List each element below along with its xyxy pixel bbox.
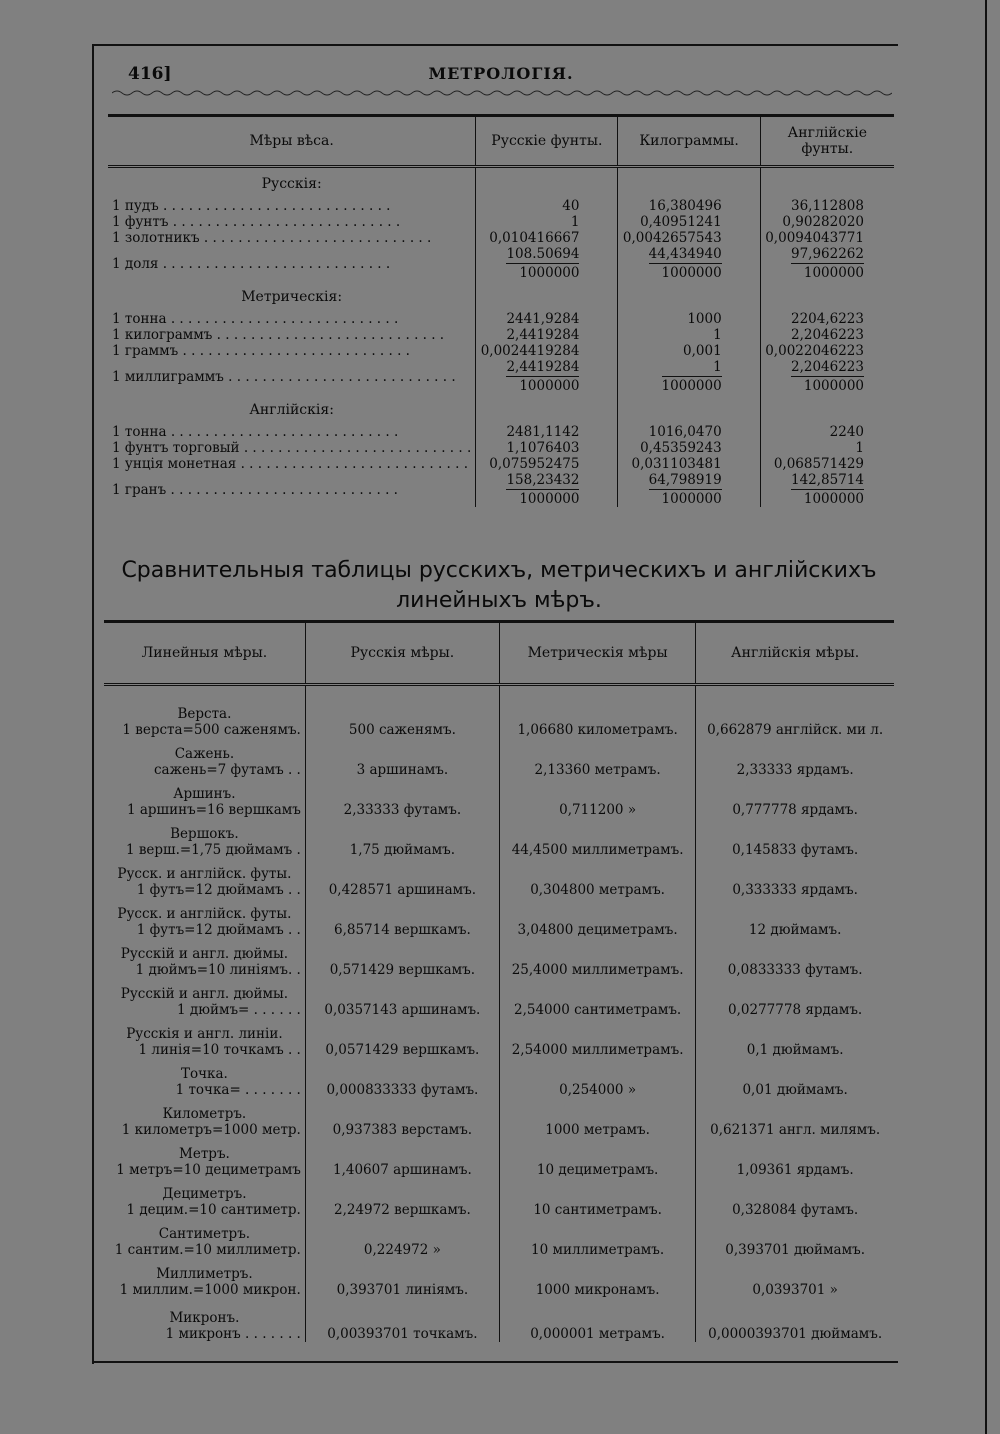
fraction-numerator: 1 bbox=[713, 359, 722, 375]
fraction-numerator: 44,434940 bbox=[648, 246, 722, 262]
weights-value: 2481,1142 bbox=[506, 424, 580, 440]
weights-row-name: 1 миллиграммъ . . . . . . . . . . . . . . . . . . . . . . . . . . . bbox=[112, 368, 456, 385]
linear-value-cell: 10 дециметрамъ. bbox=[499, 1138, 695, 1178]
weights-value: 1,1076403 bbox=[506, 440, 580, 456]
linear-unit-definition: 1 метръ=10 дециметрамъ bbox=[116, 1162, 301, 1178]
weights-row-name: 1 унція монетная . . . . . . . . . . . . . . . . . . . . . . . . . . . bbox=[112, 456, 469, 472]
linear-value-cell: 0,571429 вершкамъ. bbox=[305, 938, 499, 978]
weights-value-cell bbox=[618, 343, 760, 359]
linear-unit-definition: 1 децим.=10 сантиметр. bbox=[126, 1202, 301, 1218]
linear-unit-title: Русскія и англ. линіи. bbox=[126, 1026, 283, 1042]
fraction-numerator: 108.50694 bbox=[506, 246, 580, 262]
fraction bbox=[791, 359, 864, 394]
weights-empty-cell bbox=[760, 281, 894, 311]
linear-row-name bbox=[104, 778, 305, 818]
fraction-denominator: 1000000 bbox=[791, 376, 864, 394]
weights-value: 40 bbox=[562, 198, 580, 214]
page-number: 416] bbox=[128, 64, 172, 84]
linear-value-cell: 6,85714 вершкамъ. bbox=[305, 898, 499, 938]
linear-value-cell: 0,304800 метрамъ. bbox=[499, 858, 695, 898]
weights-row-name: 1 тонна . . . . . . . . . . . . . . . . . . . . . . . . . . . bbox=[112, 424, 399, 440]
weights-value: 36,112808 bbox=[790, 198, 864, 214]
linear-unit-title: Микронъ. bbox=[169, 1310, 240, 1326]
linear-header-row bbox=[104, 622, 894, 685]
linear-value-cell: 0,0277778 ярдамъ. bbox=[696, 978, 894, 1018]
fraction bbox=[506, 359, 579, 394]
weights-value-cell bbox=[618, 440, 760, 456]
linear-value-cell: 0,0571429 вершкамъ. bbox=[305, 1018, 499, 1058]
page-frame-top bbox=[92, 44, 898, 46]
weights-value: 0,010416667 bbox=[489, 230, 580, 246]
linear-unit-title: Сажень. bbox=[174, 746, 235, 762]
weights-value-cell bbox=[760, 440, 894, 456]
weights-value: 2441,9284 bbox=[506, 311, 580, 327]
linear-row-name bbox=[104, 1098, 305, 1138]
linear-row bbox=[104, 978, 894, 1018]
weights-empty-cell bbox=[760, 167, 894, 199]
weights-value: 2240 bbox=[829, 424, 864, 440]
weights-header-cell: Мѣры вѣса. bbox=[108, 116, 476, 167]
weights-value-cell bbox=[760, 246, 894, 281]
linear-row bbox=[104, 738, 894, 778]
weights-row-label: 1 килограммъ bbox=[112, 327, 213, 343]
linear-value-cell: 1,40607 аршинамъ. bbox=[305, 1138, 499, 1178]
linear-value-cell: 1,75 дюймамъ. bbox=[305, 818, 499, 858]
weights-row-label: 1 фунтъ bbox=[112, 214, 169, 230]
weights-row bbox=[108, 198, 894, 214]
linear-row bbox=[104, 1298, 894, 1342]
linear-value-cell: 0,224972 » bbox=[305, 1218, 499, 1258]
linear-unit-definition: 1 футъ=12 дюймамъ . . bbox=[136, 922, 301, 938]
weights-value: 1000 bbox=[687, 311, 722, 327]
linear-row-name bbox=[104, 1298, 305, 1342]
fraction bbox=[506, 246, 579, 281]
linear-unit-title: Русск. и англійск. футы. bbox=[117, 866, 292, 882]
linear-row bbox=[104, 1058, 894, 1098]
linear-value-cell: 10 сантиметрамъ. bbox=[499, 1178, 695, 1218]
weights-value: 2204,6223 bbox=[790, 311, 864, 327]
page-edge-right bbox=[985, 0, 987, 1434]
weights-section-title: Русскія: bbox=[261, 176, 322, 192]
weights-value-cell bbox=[476, 343, 618, 359]
weights-value-cell bbox=[476, 214, 618, 230]
weights-row-label: 1 гранъ bbox=[112, 481, 167, 498]
weights-empty-cell bbox=[476, 394, 618, 424]
weights-value-cell bbox=[760, 327, 894, 343]
weights-row bbox=[108, 424, 894, 440]
linear-row bbox=[104, 685, 894, 739]
linear-value-cell: 0,333333 ярдамъ. bbox=[696, 858, 894, 898]
weights-value: 0,0042657543 bbox=[622, 230, 722, 246]
weights-value-cell bbox=[760, 359, 894, 394]
weights-row-label: 1 тонна bbox=[112, 311, 167, 327]
linear-value-cell: 0,01 дюймамъ. bbox=[696, 1058, 894, 1098]
linear-header-cell: Англійскія мѣры. bbox=[696, 622, 894, 685]
linear-value-cell: 0,328084 футамъ. bbox=[696, 1178, 894, 1218]
weights-value-cell bbox=[760, 311, 894, 327]
linear-unit-definition: 1 дюймъ=10 линіямъ. . bbox=[135, 962, 301, 978]
weights-empty-cell bbox=[618, 167, 760, 199]
linear-value-cell: 3,04800 дециметрамъ. bbox=[499, 898, 695, 938]
linear-value-cell: 0,254000 » bbox=[499, 1058, 695, 1098]
linear-value-cell: 2,33333 ярдамъ. bbox=[696, 738, 894, 778]
linear-unit-title: Верста. bbox=[177, 706, 232, 722]
weights-value: 1 bbox=[713, 327, 722, 343]
weights-row-name: 1 тонна . . . . . . . . . . . . . . . . . . . . . . . . . . . bbox=[112, 311, 399, 327]
weights-section-title: Метрическія: bbox=[241, 289, 343, 305]
weights-value-cell bbox=[476, 246, 618, 281]
linear-value-cell: 0,000833333 футамъ. bbox=[305, 1058, 499, 1098]
weights-value-cell bbox=[476, 198, 618, 214]
linear-value-cell: 44,4500 миллиметрамъ. bbox=[499, 818, 695, 858]
linear-unit-title: Точка. bbox=[181, 1066, 228, 1082]
linear-header-cell: Метрическія мѣры bbox=[499, 622, 695, 685]
weights-value: 0,001 bbox=[683, 343, 722, 359]
linear-unit-definition: 1 дюймъ= . . . . . . bbox=[177, 1002, 301, 1018]
linear-value-cell: 0,0000393701 дюймамъ. bbox=[696, 1298, 894, 1342]
weights-row bbox=[108, 246, 894, 281]
linear-value-cell: 3 аршинамъ. bbox=[305, 738, 499, 778]
linear-unit-title: Вершокъ. bbox=[170, 826, 239, 842]
linear-row-name bbox=[104, 818, 305, 858]
linear-unit-definition: 1 микронъ . . . . . . . bbox=[165, 1326, 301, 1342]
fraction-numerator: 142,85714 bbox=[790, 472, 864, 488]
weights-row-label: 1 фунтъ торговый bbox=[112, 440, 240, 456]
linear-value-cell: 500 саженямъ. bbox=[305, 685, 499, 739]
weights-value-cell bbox=[476, 311, 618, 327]
weights-row-label: 1 граммъ bbox=[112, 343, 179, 359]
linear-row-name bbox=[104, 685, 305, 739]
weights-table bbox=[108, 114, 894, 507]
linear-unit-title: Дециметръ. bbox=[162, 1186, 247, 1202]
linear-value-cell: 1000 микронамъ. bbox=[499, 1258, 695, 1298]
linear-row-name bbox=[104, 898, 305, 938]
weights-value: 0,45359243 bbox=[640, 440, 722, 456]
fraction-denominator: 1000000 bbox=[661, 378, 722, 394]
linear-unit-title: Километръ. bbox=[162, 1106, 247, 1122]
weights-value: 1 bbox=[570, 214, 580, 230]
weights-value: 1016,0470 bbox=[648, 424, 722, 440]
fraction-numerator: 158,23432 bbox=[506, 472, 580, 488]
weights-row-name: 1 пудъ . . . . . . . . . . . . . . . . . . . . . . . . . . . bbox=[112, 198, 391, 214]
fraction-denominator: 1000000 bbox=[506, 263, 579, 281]
weights-value-cell bbox=[760, 198, 894, 214]
linear-row bbox=[104, 1258, 894, 1298]
fraction bbox=[662, 359, 722, 394]
weights-value-cell bbox=[760, 214, 894, 230]
fraction-denominator: 1000000 bbox=[506, 489, 579, 507]
linear-value-cell: 0,0357143 аршинамъ. bbox=[305, 978, 499, 1018]
linear-value-cell: 0,393701 дюймамъ. bbox=[696, 1218, 894, 1258]
linear-unit-definition: сажень=7 футамъ . . bbox=[154, 762, 301, 778]
weights-empty-cell bbox=[476, 281, 618, 311]
linear-unit-definition: 1 верш.=1,75 дюймамъ . bbox=[125, 842, 301, 858]
linear-unit-definition: 1 аршинъ=16 вершкамъ bbox=[126, 802, 301, 818]
fraction bbox=[791, 246, 864, 281]
weights-row-label: 1 доля bbox=[112, 255, 159, 272]
linear-header-cell: Русскія мѣры. bbox=[305, 622, 499, 685]
linear-value-cell: 25,4000 миллиметрамъ. bbox=[499, 938, 695, 978]
weights-row-name: 1 золотникъ . . . . . . . . . . . . . . . . . . . . . . . . . . . bbox=[112, 230, 432, 246]
linear-unit-title: Аршинъ. bbox=[173, 786, 236, 802]
weights-empty-cell bbox=[618, 281, 760, 311]
linear-value-cell: 12 дюймамъ. bbox=[696, 898, 894, 938]
linear-value-cell: 0,711200 » bbox=[499, 778, 695, 818]
linear-row-name bbox=[104, 1258, 305, 1298]
weights-row-label: 1 золотникъ bbox=[112, 230, 200, 246]
linear-value-cell: 0,145833 футамъ. bbox=[696, 818, 894, 858]
weights-value-cell bbox=[476, 359, 618, 394]
weights-value-cell bbox=[476, 230, 618, 246]
linear-unit-definition: 1 линія=10 точкамъ . . bbox=[138, 1042, 301, 1058]
weights-row-label: 1 унція монетная bbox=[112, 456, 237, 472]
weights-row-name: 1 фунтъ . . . . . . . . . . . . . . . . . . . . . . . . . . . bbox=[112, 214, 401, 230]
linear-header-cell: Линейныя мѣры. bbox=[104, 622, 305, 685]
weights-empty-cell bbox=[476, 167, 618, 199]
linear-row bbox=[104, 818, 894, 858]
fraction-denominator: 1000000 bbox=[649, 489, 722, 507]
linear-unit-title: Миллиметръ. bbox=[156, 1266, 253, 1282]
linear-unit-title: Русскій и англ. дюймы. bbox=[120, 986, 289, 1002]
fraction bbox=[506, 472, 579, 507]
linear-value-cell: 1000 метрамъ. bbox=[499, 1098, 695, 1138]
weights-value-cell bbox=[476, 424, 618, 440]
fraction bbox=[649, 472, 722, 507]
linear-unit-title: Русск. и англійск. футы. bbox=[117, 906, 292, 922]
linear-row-name bbox=[104, 1018, 305, 1058]
weights-value: 0,90282020 bbox=[782, 214, 864, 230]
weights-value-cell bbox=[618, 424, 760, 440]
linear-value-cell: 2,24972 вершкамъ. bbox=[305, 1178, 499, 1218]
linear-value-cell: 1,06680 километрамъ. bbox=[499, 685, 695, 739]
weights-header-cell: Килограммы. bbox=[618, 116, 760, 167]
page-frame-left bbox=[92, 44, 94, 1364]
page-header bbox=[108, 64, 894, 88]
linear-value-cell: 0,428571 аршинамъ. bbox=[305, 858, 499, 898]
weights-value: 0,068571429 bbox=[773, 456, 864, 472]
weights-value: 1 bbox=[855, 440, 864, 456]
linear-row bbox=[104, 1218, 894, 1258]
weights-value-cell bbox=[476, 327, 618, 343]
weights-value: 0,031103481 bbox=[631, 456, 722, 472]
fraction-numerator: 64,798919 bbox=[648, 472, 722, 488]
weights-value: 2,4419284 bbox=[506, 327, 580, 343]
linear-value-cell: 2,54000 миллиметрамъ. bbox=[499, 1018, 695, 1058]
linear-value-cell: 0,00393701 точкамъ. bbox=[305, 1298, 499, 1342]
weights-value: 0,0094043771 bbox=[765, 230, 864, 246]
weights-value-cell bbox=[618, 456, 760, 472]
weights-row-label: 1 миллиграммъ bbox=[112, 368, 224, 385]
weights-value-cell bbox=[476, 440, 618, 456]
linear-value-cell: 0,0833333 футамъ. bbox=[696, 938, 894, 978]
weights-row bbox=[108, 327, 894, 343]
linear-row-name bbox=[104, 738, 305, 778]
fraction-denominator: 1000000 bbox=[791, 489, 864, 507]
linear-unit-definition: 1 верста=500 саженямъ. bbox=[122, 722, 301, 738]
fraction bbox=[791, 472, 864, 507]
weights-value-cell bbox=[760, 230, 894, 246]
linear-unit-definition: 1 футъ=12 дюймамъ . . bbox=[136, 882, 301, 898]
linear-row bbox=[104, 1138, 894, 1178]
weights-header-row bbox=[108, 116, 894, 167]
fraction-denominator: 1000000 bbox=[506, 376, 579, 394]
running-title: МЕТРОЛОГІЯ. bbox=[428, 64, 574, 83]
linear-value-cell: 0,393701 линіямъ. bbox=[305, 1258, 499, 1298]
weights-row-label: 1 тонна bbox=[112, 424, 167, 440]
weights-row-name: 1 доля . . . . . . . . . . . . . . . . . . . . . . . . . . . bbox=[112, 255, 391, 272]
linear-row bbox=[104, 1098, 894, 1138]
linear-unit-title: Сантиметръ. bbox=[158, 1226, 251, 1242]
linear-row-name bbox=[104, 1058, 305, 1098]
fraction-numerator: 97,962262 bbox=[790, 246, 864, 262]
weights-value: 0,075952475 bbox=[489, 456, 580, 472]
linear-value-cell: 2,13360 метрамъ. bbox=[499, 738, 695, 778]
weights-row bbox=[108, 214, 894, 230]
weights-value-cell bbox=[760, 456, 894, 472]
weights-section-row bbox=[108, 394, 894, 424]
linear-value-cell: 0,0393701 » bbox=[696, 1258, 894, 1298]
linear-value-cell: 0,621371 англ. милямъ. bbox=[696, 1098, 894, 1138]
weights-row bbox=[108, 343, 894, 359]
weights-value-cell bbox=[476, 472, 618, 507]
linear-row bbox=[104, 1178, 894, 1218]
weights-value-cell bbox=[476, 456, 618, 472]
fraction-numerator: 2,2046223 bbox=[790, 359, 864, 375]
weights-row-label: 1 пудъ bbox=[112, 198, 159, 214]
linear-unit-definition: 1 точка= . . . . . . . bbox=[175, 1082, 301, 1098]
weights-value-cell bbox=[618, 472, 760, 507]
linear-value-cell: 0,777778 ярдамъ. bbox=[696, 778, 894, 818]
weights-header-cell: Русскіе фунты. bbox=[476, 116, 618, 167]
fraction-denominator: 1000000 bbox=[791, 263, 864, 281]
weights-value: 0,40951241 bbox=[640, 214, 722, 230]
linear-unit-definition: 1 сантим.=10 миллиметр. bbox=[114, 1242, 301, 1258]
weights-section-row bbox=[108, 167, 894, 199]
weights-value-cell bbox=[760, 424, 894, 440]
weights-value-cell bbox=[618, 214, 760, 230]
linear-row-name bbox=[104, 1218, 305, 1258]
linear-value-cell: 10 миллиметрамъ. bbox=[499, 1218, 695, 1258]
weights-row bbox=[108, 230, 894, 246]
weights-value-cell bbox=[618, 246, 760, 281]
linear-row-name bbox=[104, 1138, 305, 1178]
linear-row bbox=[104, 858, 894, 898]
linear-value-cell: 1,09361 ярдамъ. bbox=[696, 1138, 894, 1178]
linear-unit-definition: 1 километръ=1000 метр. bbox=[121, 1122, 301, 1138]
weights-value: 2,2046223 bbox=[790, 327, 864, 343]
weights-row-name: 1 гранъ . . . . . . . . . . . . . . . . . . . . . . . . . . . bbox=[112, 481, 398, 498]
weights-value-cell bbox=[618, 198, 760, 214]
weights-empty-cell bbox=[760, 394, 894, 424]
weights-section-row bbox=[108, 281, 894, 311]
fraction-denominator: 1000000 bbox=[649, 263, 722, 281]
weights-value: 0,0024419284 bbox=[480, 343, 580, 359]
linear-value-cell: 0,937383 верстамъ. bbox=[305, 1098, 499, 1138]
linear-measures-title: Сравнительныя таблицы русскихъ, метрическихъ и англійскихъ линейныхъ мѣръ. bbox=[121, 558, 877, 613]
linear-value-cell: 0,1 дюймамъ. bbox=[696, 1018, 894, 1058]
weights-section-title: Англійскія: bbox=[249, 402, 334, 418]
decorative-rule bbox=[112, 89, 892, 97]
page-frame-bottom bbox=[92, 1361, 898, 1363]
weights-value-cell bbox=[618, 359, 760, 394]
linear-value-cell: 2,54000 сантиметрамъ. bbox=[499, 978, 695, 1018]
weights-empty-cell bbox=[618, 394, 760, 424]
weights-row-name: 1 граммъ . . . . . . . . . . . . . . . . . . . . . . . . . . . bbox=[112, 343, 410, 359]
fraction-numerator: 2,4419284 bbox=[506, 359, 580, 375]
weights-value: 16,380496 bbox=[648, 198, 722, 214]
linear-row-name bbox=[104, 978, 305, 1018]
weights-row-name: 1 фунтъ торговый . . . . . . . . . . . . . . . . . . . . . . . . . . . bbox=[112, 440, 472, 456]
weights-row bbox=[108, 456, 894, 472]
linear-unit-title: Русскій и англ. дюймы. bbox=[120, 946, 289, 962]
weights-header-cell: Англійскіе фунты. bbox=[760, 116, 894, 167]
linear-unit-title: Метръ. bbox=[179, 1146, 230, 1162]
weights-value-cell bbox=[618, 230, 760, 246]
linear-value-cell: 0,662879 англійск. ми л. bbox=[696, 685, 894, 739]
linear-row-name bbox=[104, 1178, 305, 1218]
weights-row bbox=[108, 311, 894, 327]
weights-value-cell bbox=[618, 327, 760, 343]
weights-value-cell bbox=[760, 343, 894, 359]
weights-value-cell bbox=[618, 311, 760, 327]
linear-unit-definition: 1 миллим.=1000 микрон. bbox=[119, 1282, 301, 1298]
fraction bbox=[649, 246, 722, 281]
linear-measures-table bbox=[104, 620, 894, 1342]
weights-row bbox=[108, 440, 894, 456]
weights-row bbox=[108, 472, 894, 507]
linear-row-name bbox=[104, 858, 305, 898]
linear-value-cell: 2,33333 футамъ. bbox=[305, 778, 499, 818]
linear-row bbox=[104, 1018, 894, 1058]
weights-row-name: 1 килограммъ . . . . . . . . . . . . . . . . . . . . . . . . . . . bbox=[112, 327, 445, 343]
linear-row bbox=[104, 898, 894, 938]
weights-value: 0,0022046223 bbox=[765, 343, 864, 359]
weights-value-cell bbox=[760, 472, 894, 507]
weights-row bbox=[108, 359, 894, 394]
linear-row bbox=[104, 938, 894, 978]
linear-value-cell: 0,000001 метрамъ. bbox=[499, 1298, 695, 1342]
linear-row-name bbox=[104, 938, 305, 978]
linear-row bbox=[104, 778, 894, 818]
